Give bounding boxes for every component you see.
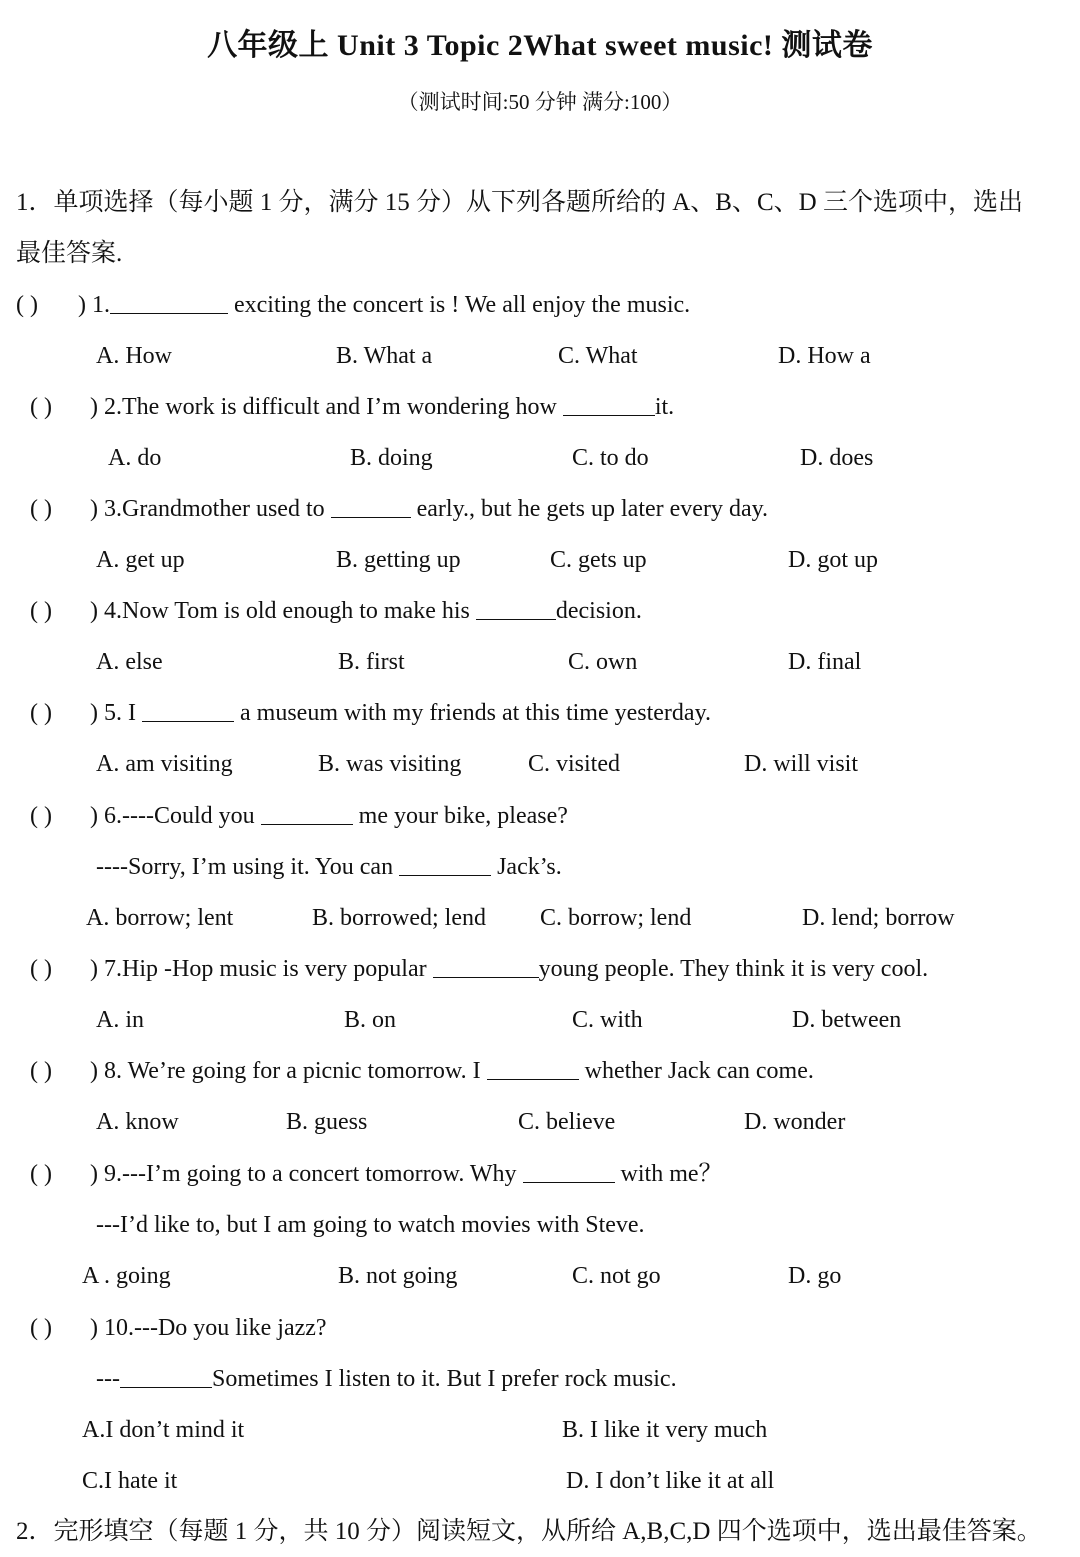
- option-a: A. else: [96, 649, 163, 675]
- question-number: 10.: [104, 1315, 134, 1341]
- answer-blank: [261, 798, 353, 825]
- question-9-reply: [0, 1200, 1080, 1251]
- option-b: B. guess: [286, 1109, 368, 1135]
- question-text: Hip -Hop music is very popular: [122, 956, 433, 982]
- question-3: ( ) ) 3.Grandmother used to early., but he gets up later every day.: [0, 484, 1080, 535]
- question-text-end: me your bike, please?: [352, 803, 568, 829]
- question-text: exciting the concert is ! We all enjoy the music.: [228, 292, 691, 318]
- question-4: ( ) ) 4.Now Tom is old enough to make his decision.: [0, 586, 1080, 637]
- option-c: C. gets up: [550, 547, 647, 573]
- option-a: A. know: [96, 1109, 179, 1135]
- option-b: B. borrowed; lend: [312, 905, 486, 931]
- option-b: B. doing: [350, 445, 433, 471]
- answer-blank: [142, 695, 234, 722]
- answer-paren: ( ): [16, 292, 38, 318]
- answer-blank: [433, 951, 539, 978]
- options-5: [0, 739, 1080, 790]
- answer-paren: ( ): [30, 700, 52, 726]
- question-text-end: it.: [654, 394, 675, 420]
- option-d: D. will visit: [744, 751, 859, 777]
- section1-heading-cont: 最佳答案.: [16, 240, 123, 267]
- question-text: The work is difficult and I’m wondering how: [122, 394, 563, 420]
- option-c: C. own: [568, 649, 638, 675]
- answer-paren: ( ): [30, 394, 52, 420]
- question-text-end: a museum with my friends at this time yesterday.: [234, 700, 712, 726]
- question-number: 9.: [104, 1161, 122, 1187]
- option-a: A . going: [82, 1263, 171, 1289]
- question-number: 2.: [104, 394, 122, 420]
- question-text: ---Do you like jazz?: [134, 1315, 327, 1341]
- option-a: A. in: [96, 1007, 144, 1033]
- question-text-end: whether Jack can come.: [578, 1058, 814, 1084]
- question-text: ----Could you: [122, 803, 261, 829]
- option-a: A.I don’t mind it: [82, 1417, 245, 1443]
- options-7: [0, 995, 1080, 1046]
- option-a: A. get up: [96, 547, 185, 573]
- question-text: I: [122, 700, 142, 726]
- options-3: [0, 535, 1080, 586]
- answer-blank: [331, 491, 411, 518]
- question-8: ( ) ) 8. We’re going for a picnic tomorrow. I whether Jack can come.: [0, 1046, 1080, 1097]
- option-c: C. What: [558, 343, 638, 369]
- question-6: ( ) ) 6.----Could you me your bike, please?: [0, 791, 1080, 842]
- option-c: C.I hate it: [82, 1468, 178, 1494]
- option-b: B. not going: [338, 1263, 458, 1289]
- answer-paren: ( ): [30, 956, 52, 982]
- option-d: D. go: [788, 1263, 842, 1289]
- options-10-row2: [0, 1456, 1080, 1507]
- answer-blank: [563, 389, 655, 416]
- options-2: [0, 433, 1080, 484]
- page-title: 八年级上 Unit 3 Topic 2What sweet music! 测试卷: [207, 29, 873, 62]
- question-number: 8.: [104, 1058, 122, 1084]
- question-10: ( ) ) 10.---Do you like jazz?: [0, 1303, 1080, 1354]
- reply-text: ---I’d like to, but I am going to watch movies with Steve.: [96, 1212, 645, 1238]
- question-number: 7.: [104, 956, 122, 982]
- option-d: D. got up: [788, 547, 878, 573]
- reply-text-end: Jack’s.: [491, 854, 562, 880]
- question-text: ---I’m going to a concert tomorrow. Why: [122, 1161, 523, 1187]
- question-9: ( ) ) 9.---I’m going to a concert tomorrow. Why with me？: [0, 1149, 1080, 1200]
- question-2: ( ) ) 2.The work is difficult and I’m wondering how it.: [0, 382, 1080, 433]
- test-info: （测试时间:50 分钟 满分:100）: [397, 90, 683, 114]
- question-text: Now Tom is old enough to make his: [122, 598, 476, 624]
- options-4: [0, 637, 1080, 688]
- option-b: B. What a: [336, 343, 433, 369]
- question-number: 6.: [104, 803, 122, 829]
- question-number: 1.: [92, 292, 110, 318]
- option-b: B. on: [344, 1007, 397, 1033]
- option-d: D. I don’t like it at all: [566, 1468, 775, 1494]
- option-a: A. do: [108, 445, 162, 471]
- question-10-reply: [0, 1354, 1080, 1405]
- option-d: D. lend; borrow: [802, 905, 955, 931]
- option-a: A. am visiting: [96, 751, 233, 777]
- options-9: [0, 1251, 1080, 1302]
- reply-text: ---: [96, 1366, 120, 1392]
- option-d: D. between: [792, 1007, 902, 1033]
- answer-paren: ( ): [30, 1315, 52, 1341]
- question-number: 3.: [104, 496, 122, 522]
- reply-text-end: Sometimes I listen to it. But I prefer rock music.: [211, 1366, 677, 1392]
- answer-paren: ( ): [30, 1058, 52, 1084]
- options-6: [0, 893, 1080, 944]
- answer-paren: ( ): [30, 496, 52, 522]
- option-b: B. getting up: [336, 547, 461, 573]
- reply-text: ----Sorry, I’m using it. You can: [96, 854, 400, 880]
- option-a: A. How: [96, 343, 172, 369]
- options-8: [0, 1097, 1080, 1148]
- option-d: D. wonder: [744, 1109, 846, 1135]
- question-text: Grandmother used to: [122, 496, 331, 522]
- question-text-end: young people. They think it is very cool.: [538, 956, 929, 982]
- question-5: ( ) ) 5. I a museum with my friends at this time yesterday.: [0, 688, 1080, 739]
- question-text: We’re going for a picnic tomorrow. I: [122, 1058, 487, 1084]
- answer-paren: ( ): [30, 1161, 52, 1187]
- question-text-end: with me？: [614, 1161, 723, 1187]
- option-b: B. I like it very much: [562, 1417, 768, 1443]
- option-c: C. to do: [572, 445, 649, 471]
- question-text-end: decision.: [555, 598, 642, 624]
- answer-blank: [399, 849, 491, 876]
- option-c: C. not go: [572, 1263, 661, 1289]
- section2-heading: 2．完形填空（每题 1 分，共 10 分）阅读短文，从所给 A,B,C,D 四个选项中，选出最佳答案。: [16, 1518, 1042, 1545]
- option-a: A. borrow; lent: [86, 905, 234, 931]
- option-d: D. does: [800, 445, 874, 471]
- answer-blank: [120, 1361, 212, 1388]
- answer-blank: [476, 593, 556, 620]
- options-1: [0, 331, 1080, 382]
- answer-blank: [110, 287, 228, 314]
- options-10-row1: [0, 1405, 1080, 1456]
- option-c: C. borrow; lend: [540, 905, 692, 931]
- answer-paren: ( ): [30, 598, 52, 624]
- answer-blank: [523, 1156, 615, 1183]
- option-c: C. believe: [518, 1109, 616, 1135]
- section1-heading: 1．单项选择（每小题 1 分，满分 15 分）从下列各题所给的 A、B、C、D 三个选项中，选出: [16, 189, 1023, 216]
- answer-blank: [487, 1053, 579, 1080]
- option-d: D. How a: [778, 343, 871, 369]
- option-b: B. was visiting: [318, 751, 462, 777]
- question-number: 5.: [104, 700, 122, 726]
- question-text-end: early., but he gets up later every day.: [410, 496, 769, 522]
- option-b: B. first: [338, 649, 405, 675]
- option-d: D. final: [788, 649, 862, 675]
- option-c: C. visited: [528, 751, 621, 777]
- option-c: C. with: [572, 1007, 643, 1033]
- question-6-reply: [0, 842, 1080, 893]
- question-7: ( ) ) 7.Hip -Hop music is very popular young people. They think it is very cool.: [0, 944, 1080, 995]
- question-number: 4.: [104, 598, 122, 624]
- question-1: ( ) ) 1. exciting the concert is ! We all enjoy the music.: [0, 280, 1080, 331]
- answer-paren: ( ): [30, 803, 52, 829]
